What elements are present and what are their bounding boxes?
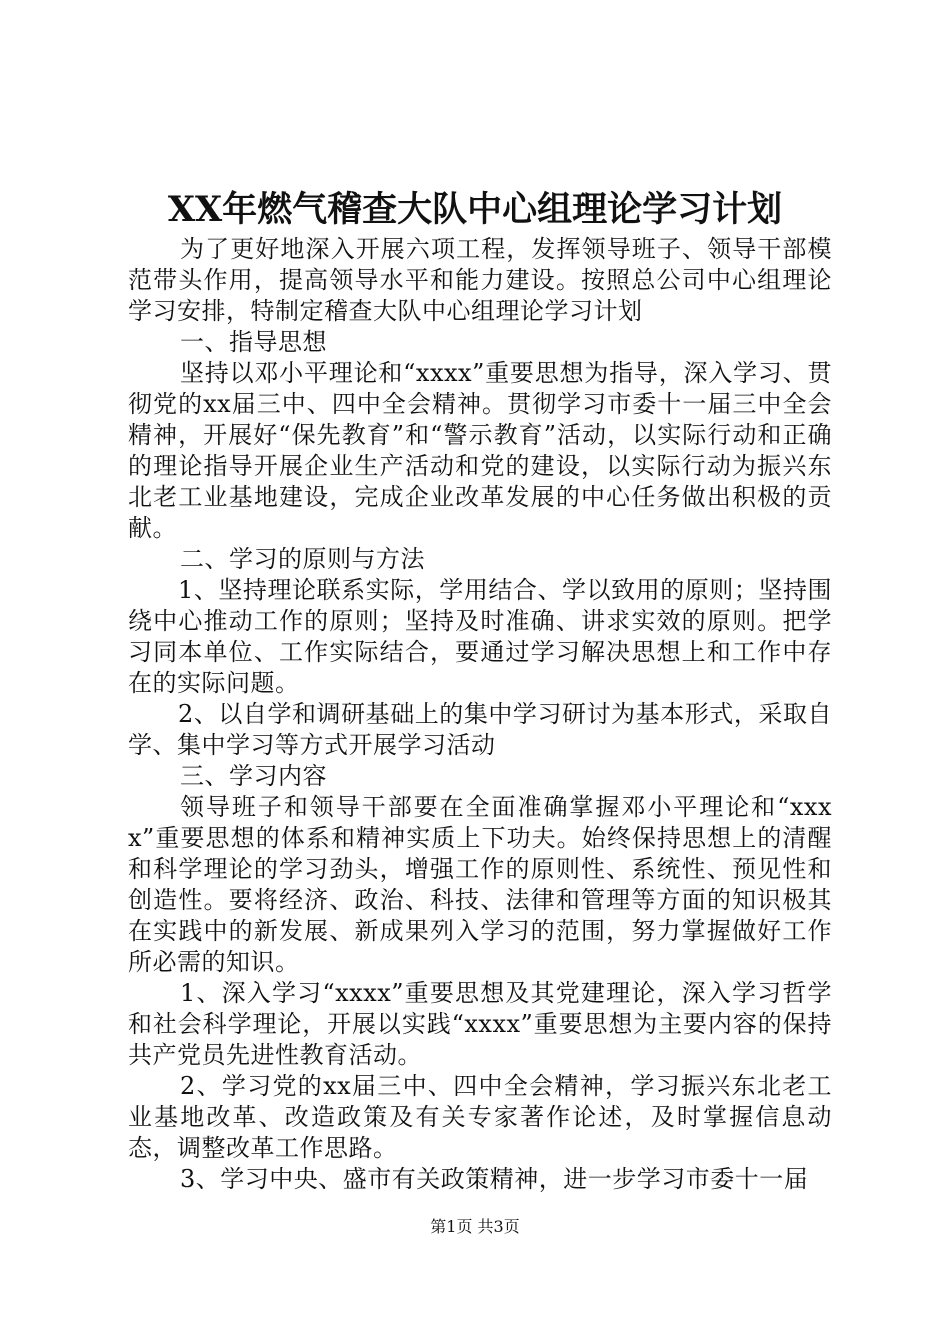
principles-paragraph-1: 1、坚持理论联系实际，学用结合、学以致用的原则；坚持围绕中心推动工作的原则；坚持及时准确、讲求实效的原则。把学习同本单位、工作实际结合，要通过学习解决思想上和工作中存在的实际问题。 bbox=[128, 576, 832, 697]
intro-paragraph: 为了更好地深入开展六项工程，发挥领导班子、领导干部模范带头作用，提高领导水平和能力建设。按照总公司中心组理论学习安排，特制定稽查大队中心组理论学习计划 bbox=[128, 235, 832, 325]
content-paragraph-2: 2、学习党的xx届三中、四中全会精神，学习振兴东北老工业基地改革、改造政策及有关专家著作论述，及时掌握信息动态，调整改革工作思路。 bbox=[128, 1072, 832, 1162]
section-heading-principles: 二、学习的原则与方法 bbox=[180, 545, 425, 573]
document-body bbox=[128, 234, 832, 1195]
content-paragraph-1: 1、深入学习“xxxx”重要思想及其党建理论，深入学习哲学和社会科学理论，开展以实践“xxxx”重要思想为主要内容的保持共产党员先进性教育活动。 bbox=[128, 979, 832, 1069]
content-paragraph-intro: 领导班子和领导干部要在全面准确掌握邓小平理论和“xxxx”重要思想的体系和精神实质上下功夫。始终保持思想上的清醒和科学理论的学习劲头，增强工作的原则性、系统性、预见性和创造性。要将经济、政治、科技、法律和管理等方面的知识极其在实践中的新发展、新成果列入学习的范围，努力掌握做好工作所必需的知识。 bbox=[128, 793, 832, 976]
page-number-footer: 第1页 共3页 bbox=[430, 1217, 520, 1236]
document-title: XX年燃气稽查大队中心组理论学习计划 bbox=[167, 189, 783, 230]
principles-paragraph-2: 2、以自学和调研基础上的集中学习研讨为基本形式，采取自学、集中学习等方式开展学习活动 bbox=[128, 700, 832, 759]
guiding-thought-paragraph: 坚持以邓小平理论和“xxxx”重要思想为指导，深入学习、贯彻党的xx届三中、四中全会精神。贯彻学习市委十一届三中全会精神，开展好“保先教育”和“警示教育”活动，以实际行动和正确的理论指导开展企业生产活动和党的建设，以实际行动为振兴东北老工业基地建设，完成企业改革发展的中心任务做出积极的贡献。 bbox=[128, 359, 832, 542]
section-heading-guiding-thought: 一、指导思想 bbox=[180, 328, 327, 356]
content-paragraph-3: 3、学习中央、盛市有关政策精神，进一步学习市委十一届 bbox=[180, 1165, 809, 1193]
section-heading-content: 三、学习内容 bbox=[180, 762, 327, 790]
